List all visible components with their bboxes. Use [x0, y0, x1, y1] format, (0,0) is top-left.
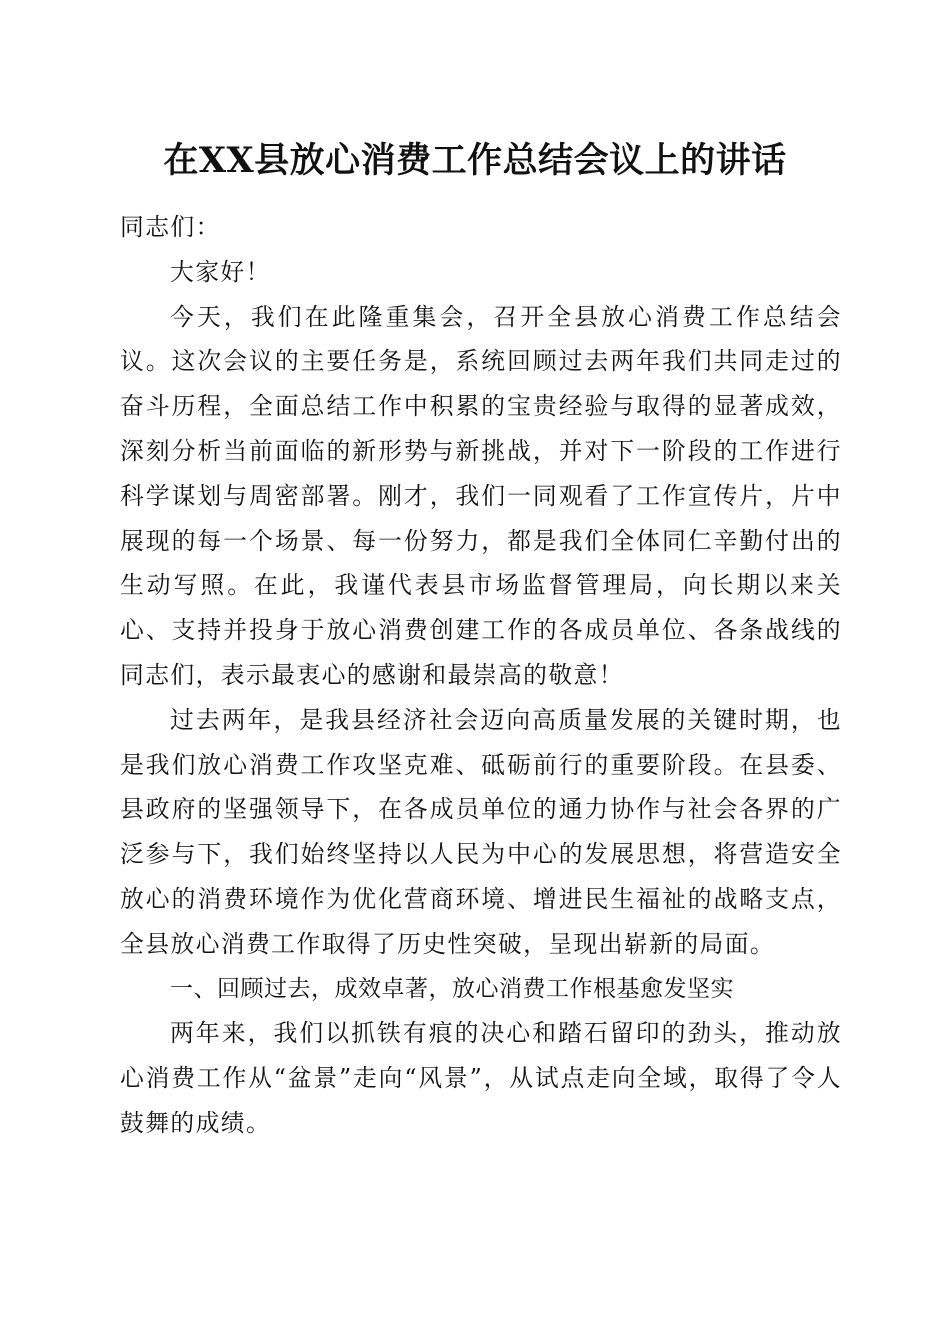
- document-title: 在XX县放心消费工作总结会议上的讲话: [163, 140, 787, 181]
- document-body: [120, 205, 842, 1146]
- body-paragraph: 今天，我们在此隆重集会，召开全县放心消费工作总结会议。这次会议的主要任务是，系统回顾过去两年我们共同走过的奋斗历程，全面总结工作中积累的宝贵经验与取得的显著成效，深刻分析当前面临的新形势与新挑战，并对下一阶段的工作进行科学谋划与周密部署。刚才，我们一同观看了工作宣传片，片中展现的每一个场景、每一份努力，都是我们全体同仁辛勤付出的生动写照。在此，我谨代表县市场监督管理局，向长期以来关心、支持并投身于放心消费创建工作的各成员单位、各条战线的同志们，表示最衷心的感谢和最崇高的敬意！: [120, 302, 842, 689]
- greeting: 大家好！: [170, 257, 271, 286]
- section-heading: 一、回顾过去，成效卓著，放心消费工作根基愈发坚实: [170, 975, 734, 1002]
- section-paragraph: 两年来，我们以抓铁有痕的决心和踏石留印的劲头，推动放心消费工作从“盆景”走向“风景”，从试点走向全域，取得了令人鼓舞的成绩。: [120, 1019, 842, 1137]
- body-paragraph: 过去两年，是我县经济社会迈向高质量发展的关键时期，也是我们放心消费工作攻坚克难、砥砺前行的重要阶段。在县委、县政府的坚强领导下，在各成员单位的通力协作与社会各界的广泛参与下，我们始终坚持以人民为中心的发展思想，将营造安全放心的消费环境作为优化营商环境、增进民生福祉的战略支点，全县放心消费工作取得了历史性突破，呈现出崭新的局面。: [120, 705, 842, 958]
- salutation: 同志们：: [120, 213, 221, 241]
